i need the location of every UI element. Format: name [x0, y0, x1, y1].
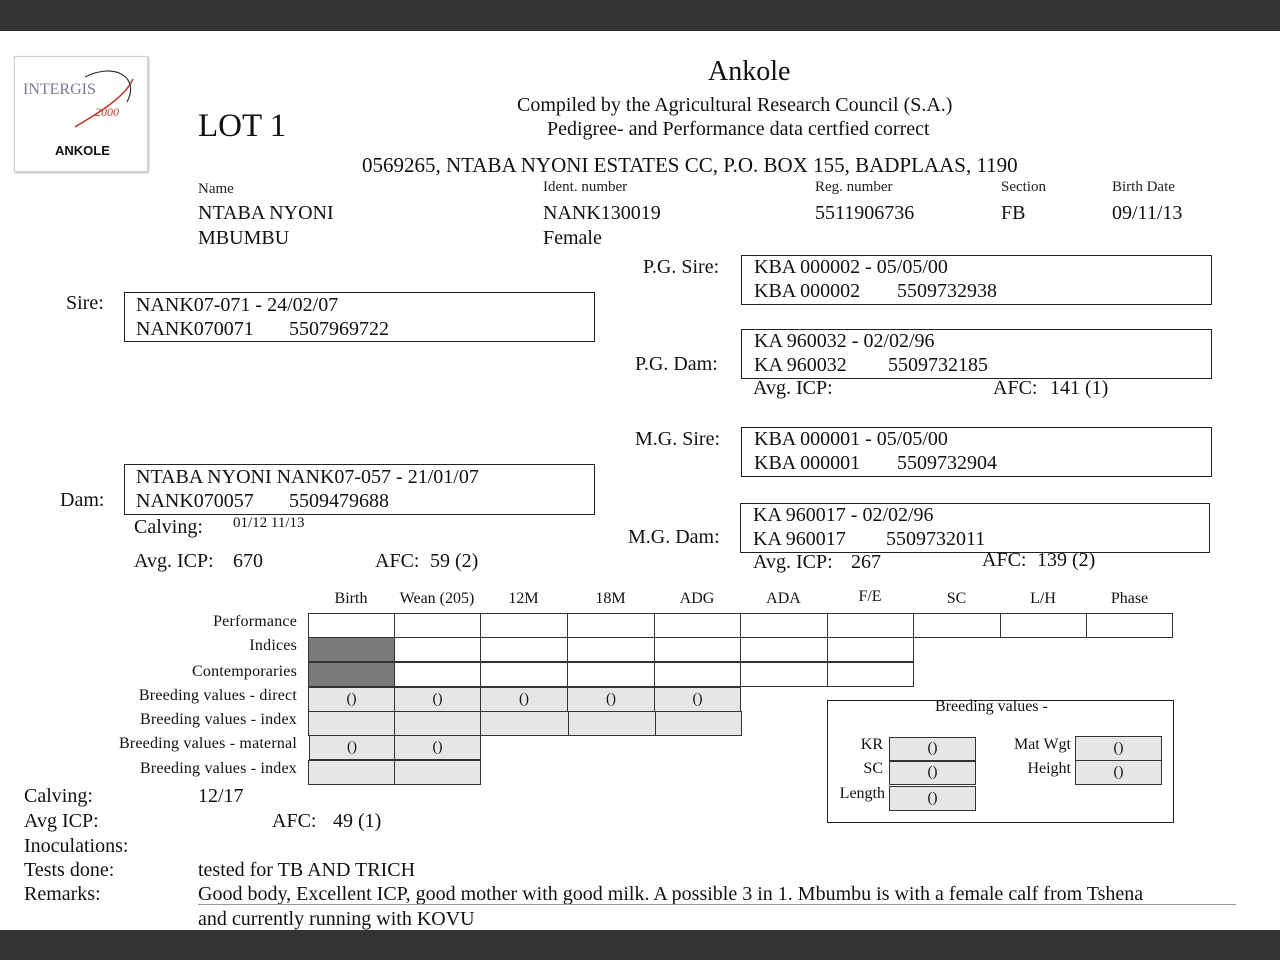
- dam-reg: 5509479688: [289, 490, 389, 512]
- dam-box: [124, 464, 595, 515]
- inoculations-label: Inoculations:: [24, 835, 129, 857]
- sire-line1: NANK07-071 - 24/02/07: [136, 294, 339, 316]
- top-bar: [0, 0, 1280, 31]
- bv-box-title: Breeding values -: [935, 698, 1048, 715]
- ident-label: Ident. number: [543, 179, 628, 195]
- bv-direct-12m: (): [480, 687, 568, 712]
- reg-label: Reg. number: [815, 179, 893, 195]
- col-adg: ADG: [679, 590, 715, 607]
- contemporaries-cell: [308, 662, 395, 687]
- pg-dam-afc-label: AFC:: [993, 377, 1038, 399]
- indices-cell: [394, 637, 481, 662]
- bv-index-cell: [655, 711, 742, 736]
- name-label: Name: [198, 181, 234, 197]
- col-ada: ADA: [766, 590, 801, 607]
- perf-cell: [308, 613, 395, 638]
- indices-cell: [480, 637, 568, 662]
- lot-number: LOT 1: [198, 108, 287, 144]
- mg-dam-box: [740, 503, 1210, 553]
- dam-afc: 59 (2): [430, 550, 479, 572]
- intergis-logo: [14, 56, 148, 172]
- avg-icp-label: Avg ICP:: [24, 810, 99, 832]
- bv-index-maternal-cell: [394, 760, 481, 785]
- perf-cell: [654, 613, 741, 638]
- bv-height-value: (): [1075, 760, 1162, 785]
- mg-dam-afc: 139 (2): [1037, 549, 1096, 571]
- logo-brand: INTERGIS: [23, 81, 96, 98]
- reg-number: 5511906736: [815, 202, 915, 224]
- perf-cell: [1086, 613, 1173, 638]
- pg-dam-id: KA 960032: [754, 354, 847, 376]
- row-indices: Indices: [249, 637, 297, 654]
- logo-year: 2000: [95, 105, 119, 119]
- logo-breed: ANKOLE: [55, 143, 110, 158]
- bv-kr-label: KR: [860, 736, 883, 753]
- col-fe: F/E: [858, 588, 882, 605]
- contemporaries-cell: [827, 662, 914, 687]
- indices-cell: [654, 637, 741, 662]
- mg-sire-label: M.G. Sire:: [635, 428, 720, 450]
- sire-reg: 5507969722: [289, 318, 389, 340]
- bv-height-label: Height: [1027, 760, 1071, 777]
- mg-sire-reg: 5509732904: [897, 452, 997, 474]
- tests-value: tested for TB AND TRICH: [198, 859, 416, 881]
- mg-dam-line1: KA 960017 - 02/02/96: [753, 504, 934, 526]
- dam-afc-label: AFC:: [375, 550, 420, 572]
- animal-name-line2: MBUMBU: [198, 227, 290, 249]
- section-value: FB: [1001, 202, 1026, 224]
- remarks-label: Remarks:: [24, 883, 101, 905]
- pg-sire-id: KBA 000002: [754, 280, 861, 302]
- breeder-address: 0569265, NTABA NYONI ESTATES CC, P.O. BOX 155, BADPLAAS, 1190: [362, 153, 1018, 177]
- dam-icp: 670: [233, 550, 263, 572]
- pg-sire-line1: KBA 000002 - 05/05/00: [754, 256, 948, 278]
- col-12m: 12M: [508, 590, 539, 607]
- indices-cell: [827, 637, 914, 662]
- perf-cell: [827, 613, 914, 638]
- pg-sire-box: [741, 255, 1212, 305]
- mg-dam-reg: 5509732011: [886, 528, 986, 550]
- row-performance: Performance: [213, 613, 297, 630]
- perf-cell: [567, 613, 655, 638]
- bv-matwgt-label: Mat Wgt: [1013, 736, 1071, 753]
- bv-index-cell: [394, 711, 481, 736]
- bv-index-cell: [480, 711, 569, 736]
- dam-line1: NTABA NYONI NANK07-057 - 21/01/07: [136, 466, 479, 488]
- bv-direct-wean: (): [394, 687, 481, 712]
- pg-dam-afc: 141 (1): [1050, 377, 1109, 399]
- col-wean: Wean (205): [399, 590, 475, 607]
- afc-value: 49 (1): [333, 810, 382, 832]
- remarks-divider: [198, 904, 1236, 905]
- pg-dam-line1: KA 960032 - 02/02/96: [754, 330, 935, 352]
- col-18m: 18M: [595, 590, 626, 607]
- document-title: Ankole: [708, 56, 791, 87]
- bv-sc-value: (): [889, 761, 976, 785]
- dam-calving: 01/12 11/13: [233, 515, 305, 531]
- animal-name-line1: NTABA NYONI: [198, 202, 334, 224]
- pg-dam-label: P.G. Dam:: [635, 353, 718, 375]
- bv-maternal-birth: (): [309, 735, 395, 760]
- sire-box: [124, 292, 595, 342]
- bv-direct-birth: (): [308, 687, 395, 712]
- animal-sex: Female: [543, 227, 602, 249]
- contemporaries-cell: [567, 662, 655, 687]
- contemporaries-cell: [740, 662, 828, 687]
- perf-cell: [480, 613, 568, 638]
- row-contemporaries: Contemporaries: [192, 663, 297, 680]
- remarks-line2: and currently running with KOVU: [198, 908, 475, 930]
- bv-maternal-wean: (): [394, 735, 481, 760]
- dam-id: NANK070057: [136, 490, 254, 512]
- pg-dam-box: [741, 329, 1212, 379]
- bv-length-label: Length: [839, 785, 885, 802]
- bv-matwgt-value: (): [1075, 736, 1162, 761]
- mg-dam-icp-label: Avg. ICP:: [753, 551, 833, 573]
- bottom-bar: [0, 930, 1280, 960]
- bv-index-cell: [568, 711, 656, 736]
- afc-label: AFC:: [272, 810, 317, 832]
- birth-date-label: Birth Date: [1112, 179, 1175, 195]
- perf-cell: [740, 613, 828, 638]
- bv-kr-value: (): [889, 737, 976, 761]
- perf-cell: [1000, 613, 1087, 638]
- pg-sire-reg: 5509732938: [897, 280, 997, 302]
- bv-direct-adg: (): [654, 687, 741, 712]
- perf-cell: [394, 613, 481, 638]
- bv-length-value: (): [889, 786, 976, 811]
- contemporaries-cell: [480, 662, 568, 687]
- indices-cell: [740, 637, 828, 662]
- indices-cell: [308, 637, 395, 662]
- tests-label: Tests done:: [24, 859, 115, 881]
- indices-cell: [567, 637, 655, 662]
- dam-icp-label: Avg. ICP:: [134, 550, 214, 572]
- ident-number: NANK130019: [543, 202, 661, 224]
- sire-id: NANK070071: [136, 318, 254, 340]
- col-sc: SC: [946, 590, 967, 607]
- row-bv-maternal: Breeding values - maternal: [118, 735, 297, 752]
- row-bv-index-maternal: Breeding values - index: [140, 760, 297, 777]
- mg-sire-line1: KBA 000001 - 05/05/00: [754, 428, 948, 450]
- calving-value: 12/17: [198, 785, 244, 807]
- sire-label: Sire:: [66, 292, 104, 314]
- pg-sire-label: P.G. Sire:: [643, 256, 720, 278]
- pg-dam-icp-label: Avg. ICP:: [753, 377, 833, 399]
- pg-dam-reg: 5509732185: [888, 354, 988, 376]
- col-birth: Birth: [334, 590, 368, 607]
- col-lh: L/H: [1030, 590, 1056, 607]
- remarks-line1: Good body, Excellent ICP, good mother with good milk. A possible 3 in 1. Mbumbu is with a female calf from Tshena: [198, 883, 1144, 905]
- perf-cell: [913, 613, 1001, 638]
- mg-sire-box: [741, 427, 1212, 477]
- bv-index-cell: [308, 711, 395, 736]
- mg-sire-id: KBA 000001: [754, 452, 861, 474]
- dam-label: Dam:: [60, 489, 105, 511]
- mg-dam-label: M.G. Dam:: [628, 526, 720, 548]
- bv-sc-label: SC: [863, 760, 883, 777]
- mg-dam-icp: 267: [851, 551, 881, 573]
- col-phase: Phase: [1110, 590, 1149, 607]
- calving-label: Calving:: [24, 785, 93, 807]
- mg-dam-afc-label: AFC:: [982, 549, 1027, 571]
- dam-calving-label: Calving:: [134, 516, 203, 538]
- section-label: Section: [1001, 179, 1046, 195]
- bv-direct-18m: (): [567, 687, 655, 712]
- row-bv-direct: Breeding values - direct: [138, 687, 297, 704]
- certified-note: Pedigree- and Performance data certfied correct: [547, 118, 930, 140]
- contemporaries-cell: [654, 662, 741, 687]
- compiled-by: Compiled by the Agricultural Research Council (S.A.): [517, 94, 953, 116]
- birth-date: 09/11/13: [1112, 202, 1183, 224]
- mg-dam-id: KA 960017: [753, 528, 846, 550]
- row-bv-index: Breeding values - index: [140, 711, 297, 728]
- bv-index-maternal-cell: [308, 760, 395, 785]
- contemporaries-cell: [394, 662, 481, 687]
